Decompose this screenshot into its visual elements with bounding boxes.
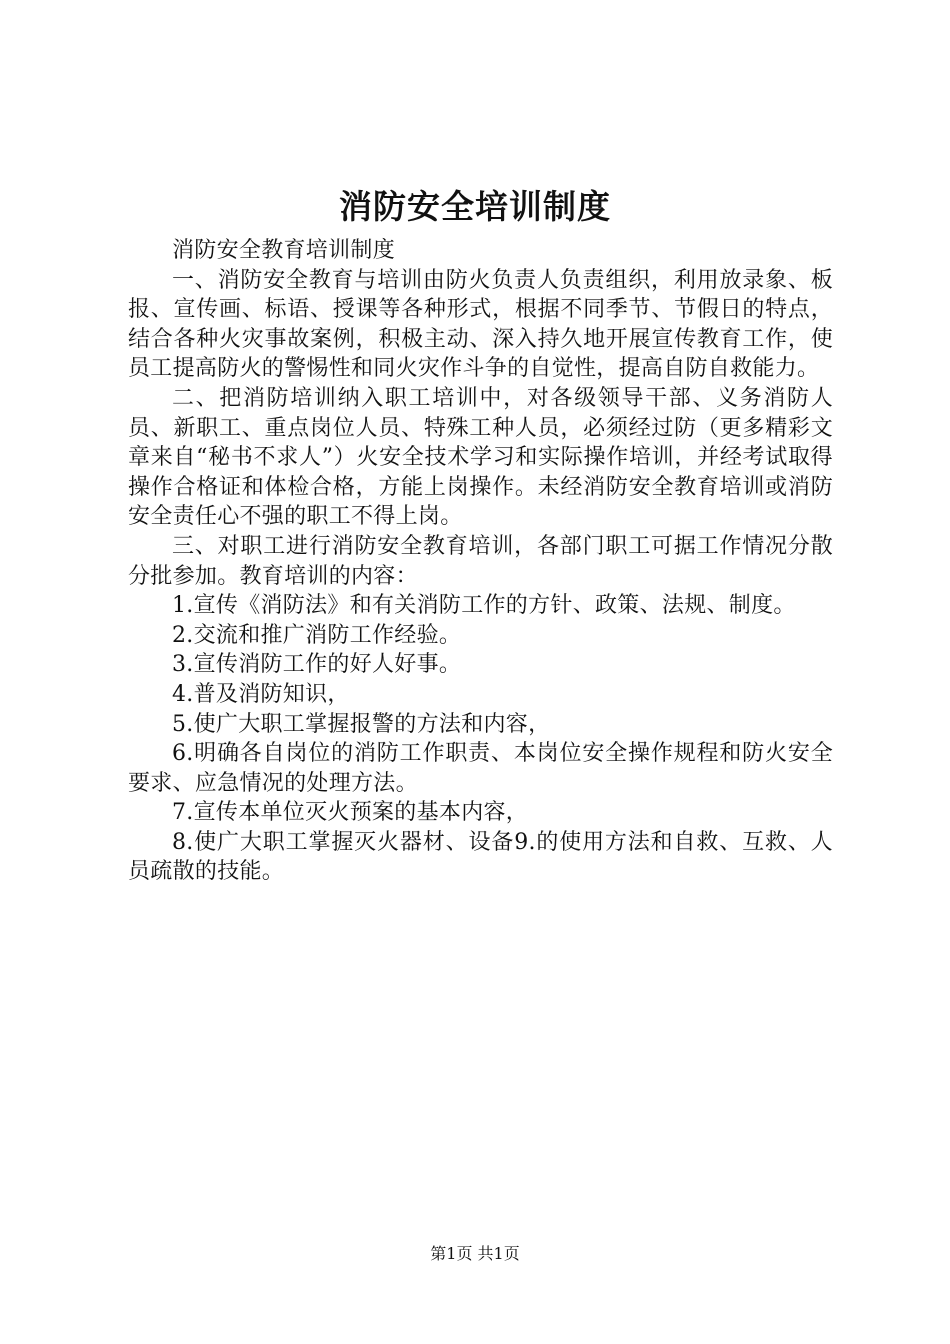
- list-item: 4.普及消防知识，: [172, 681, 350, 707]
- document-title: 消防安全培训制度: [339, 187, 611, 226]
- list-item: 8.使广大职工掌握灭火器材、设备9.的使用方法和自救、互救、人员疏散的技能。: [128, 829, 833, 885]
- list-item: 1.宣传《消防法》和有关消防工作的方针、政策、法规、制度。: [172, 593, 796, 619]
- list-item: 3.宣传消防工作的好人好事。: [172, 652, 462, 678]
- body-paragraph: 二、把消防培训纳入职工培训中，对各级领导干部、义务消防人员、新职工、重点岗位人员、特殊工种人员，必须经过防（更多精彩文章来自“秘书不求人”）火安全技术学习和实际操作培训，并经考试取得操作合格证和体检合格，方能上岗操作。未经消防安全教育培训或消防安全责任心不强的职工不得上岗。: [128, 385, 833, 530]
- list-item: 7.宣传本单位灭火预案的基本内容，: [172, 800, 529, 826]
- list-item: 2.交流和推广消防工作经验。: [172, 622, 462, 648]
- document-body: [128, 236, 833, 887]
- list-item: 6.明确各自岗位的消防工作职责、本岗位安全操作规程和防火安全要求、应急情况的处理方法。: [128, 741, 833, 796]
- page-footer: 第1页 共1页: [430, 1244, 520, 1263]
- list-item: 5.使广大职工掌握报警的方法和内容，: [172, 711, 551, 737]
- body-paragraph: 消防安全教育培训制度: [172, 238, 396, 263]
- body-paragraph: 一、消防安全教育与培训由防火负责人负责组织，利用放录象、板报、宣传画、标语、授课等各种形式，根据不同季节、节假日的特点，结合各种火灾事故案例，积极主动、深入持久地开展宣传教育工作，使员工提高防火的警惕性和同火灾作斗争的自觉性，提高自防自救能力。: [128, 267, 833, 382]
- body-paragraph: 三、对职工进行消防安全教育培训，各部门职工可据工作情况分散分批参加。教育培训的内容：: [128, 533, 833, 589]
